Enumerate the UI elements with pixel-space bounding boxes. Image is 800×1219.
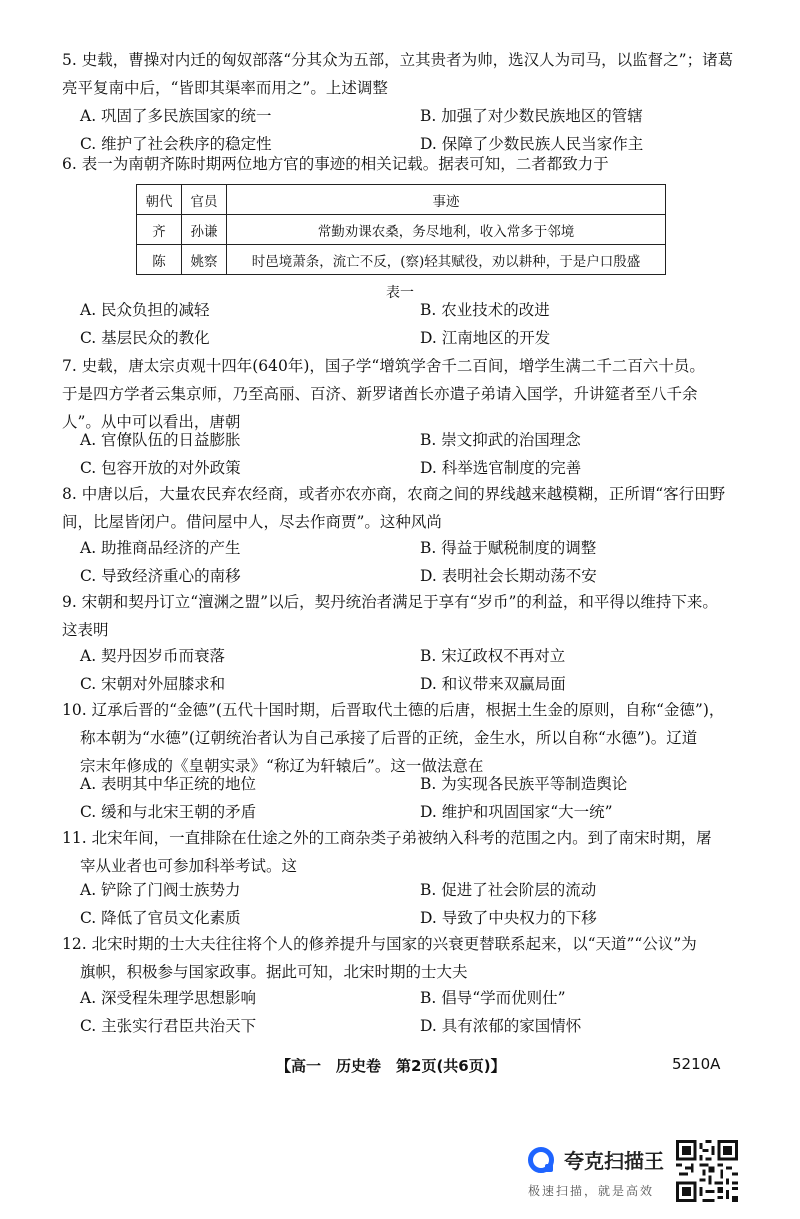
question-5-line1: 5. 史载，曹操对内迁的匈奴部落“分其众为五部，立其贵者为帅，选汉人为司马，以监督之”；诸葛 <box>62 51 734 69</box>
table-cell: 陈 <box>137 245 182 275</box>
qr-code-icon <box>676 1140 738 1202</box>
option-b: B. 得益于赋税制度的调整 <box>420 539 597 557</box>
option-c: C. 宋朝对外屈膝求和 <box>80 675 226 693</box>
option-d: D. 保障了少数民族人民当家作主 <box>420 135 644 153</box>
table-cell: 姚察 <box>182 245 227 275</box>
question-8-line1: 8. 中唐以后，大量农民弃农经商，或者亦农亦商，农商之间的界线越来越模糊，正所谓“客行田野 <box>62 485 726 503</box>
option-a: A. 深受程朱理学思想影响 <box>80 989 257 1007</box>
table-header-row <box>137 185 666 215</box>
option-c: C. 缓和与北宋王朝的矛盾 <box>80 803 257 821</box>
question-7-options <box>80 426 760 482</box>
scanner-logo <box>528 1145 664 1174</box>
option-c: C. 维护了社会秩序的稳定性 <box>80 135 272 153</box>
option-a: A. 巩固了多民族国家的统一 <box>80 107 272 125</box>
option-d: D. 科举选官制度的完善 <box>420 459 582 477</box>
question-10-line2: 称本朝为“水德”(辽朝统治者认为自己承接了后晋的正统，金生水，所以自称“水德”)。辽道 <box>80 729 698 747</box>
option-c: C. 降低了官员文化素质 <box>80 909 241 927</box>
option-b: B. 农业技术的改进 <box>420 301 550 319</box>
question-10-options <box>80 770 760 826</box>
option-d: D. 维护和巩固国家“大一统” <box>420 803 613 821</box>
option-a: A. 民众负担的减轻 <box>80 301 210 319</box>
question-10 <box>62 696 752 780</box>
question-5-line2: 亮平复南中后，“皆即其渠率而用之”。上述调整 <box>62 79 388 97</box>
option-d: D. 表明社会长期动荡不安 <box>420 567 597 585</box>
question-6-line1: 6. 表一为南朝齐陈时期两位地方官的事迹的相关记载。据表可知，二者都致力于 <box>62 155 609 173</box>
option-d: D. 导致了中央权力的下移 <box>420 909 597 927</box>
question-11-line2: 宰从业者也可参加科举考试。这 <box>80 857 298 875</box>
question-11 <box>62 824 752 880</box>
table-header: 事迹 <box>227 185 666 215</box>
table-header: 朝代 <box>137 185 182 215</box>
question-8-options <box>80 534 760 590</box>
question-7 <box>62 352 752 436</box>
table-header: 官员 <box>182 185 227 215</box>
question-7-line1: 7. 史载，唐太宗贞观十四年(640年)，国子学“增筑学舍千二百间，增学生满二千二百六十员。 <box>62 357 705 375</box>
question-7-line2: 于是四方学者云集京师，乃至高丽、百济、新罗诸酋长亦遣子弟请入国学，升讲筵者至八千余 <box>62 385 698 403</box>
table-row <box>137 245 666 275</box>
option-a: A. 契丹因岁币而衰落 <box>80 647 226 665</box>
question-10-line3: 宗末年修成的《皇朝实录》“称辽为轩辕后”。这一做法意在 <box>80 757 484 775</box>
option-a: A. 表明其中华正统的地位 <box>80 775 257 793</box>
scanner-slogan: 极速扫描，就是高效 <box>528 1184 655 1198</box>
question-6 <box>62 150 752 178</box>
option-d: D. 具有浓郁的家国情怀 <box>420 1017 582 1035</box>
scanner-brand-name: 夸克扫描王 <box>564 1149 664 1173</box>
table-cell: 齐 <box>137 215 182 245</box>
option-c: C. 导致经济重心的南移 <box>80 567 241 585</box>
question-9 <box>62 588 752 644</box>
option-b: B. 促进了社会阶层的流动 <box>420 881 597 899</box>
option-a: A. 铲除了门阀士族势力 <box>80 881 241 899</box>
table-row <box>137 215 666 245</box>
question-12 <box>62 930 752 986</box>
question-12-options <box>80 984 760 1040</box>
question-11-options <box>80 876 760 932</box>
table-cell: 时邑境萧条，流亡不反，(察)轻其赋役，劝以耕种，于是户口殷盛 <box>227 245 666 275</box>
option-c: C. 主张实行君臣共治天下 <box>80 1017 257 1035</box>
option-b: B. 为实现各民族平等制造舆论 <box>420 775 628 793</box>
question-8 <box>62 480 752 536</box>
exam-code: 5210A <box>672 1055 721 1073</box>
option-a: A. 助推商品经济的产生 <box>80 539 241 557</box>
page-number-label: 【高一 历史卷 第2页(共6页)】 <box>276 1057 506 1075</box>
option-b: B. 加强了对少数民族地区的管辖 <box>420 107 643 125</box>
table-caption: 表一 <box>386 285 414 301</box>
scanner-logo-icon <box>528 1147 554 1173</box>
option-c: C. 包容开放的对外政策 <box>80 459 241 477</box>
option-a: A. 官僚队伍的日益膨胀 <box>80 431 241 449</box>
question-9-line2: 这表明 <box>62 621 109 639</box>
table-cell: 常勤劝课农桑，务尽地利，收入常多于邻境 <box>227 215 666 245</box>
record-table <box>136 184 666 275</box>
question-9-line1: 9. 宋朝和契丹订立“澶渊之盟”以后，契丹统治者满足于享有“岁币”的利益，和平得以维持下来。 <box>62 593 718 611</box>
option-b: B. 崇文抑武的治国理念 <box>420 431 581 449</box>
question-8-line2: 间，比屋皆闭户。借问屋中人，尽去作商贾”。这种风尚 <box>62 513 442 531</box>
question-9-options <box>80 642 760 698</box>
option-c: C. 基层民众的教化 <box>80 329 210 347</box>
question-11-line1: 11. 北宋年间，一直排除在仕途之外的工商杂类子弟被纳入科考的范围之内。到了南宋时期，屠 <box>62 829 712 847</box>
option-b: B. 倡导“学而优则仕” <box>420 989 566 1007</box>
scanner-watermark <box>528 1145 664 1199</box>
option-d: D. 和议带来双赢局面 <box>420 675 566 693</box>
question-10-line1: 10. 辽承后晋的“金德”(五代十国时期，后晋取代土德的后唐，根据土生金的原则，自称“金德”)， <box>62 701 725 719</box>
table-cell: 孙谦 <box>182 215 227 245</box>
question-7-line3: 人”。从中可以看出，唐朝 <box>62 413 241 431</box>
question-6-options <box>80 296 760 352</box>
option-d: D. 江南地区的开发 <box>420 329 551 347</box>
option-b: B. 宋辽政权不再对立 <box>420 647 566 665</box>
question-12-line2: 旗帜，积极参与国家政事。据此可知，北宋时期的士大夫 <box>80 963 468 981</box>
question-12-line1: 12. 北宋时期的士大夫往往将个人的修养提升与国家的兴衰更替联系起来，以“天道”“公议”为 <box>62 935 697 953</box>
question-5 <box>62 46 752 102</box>
